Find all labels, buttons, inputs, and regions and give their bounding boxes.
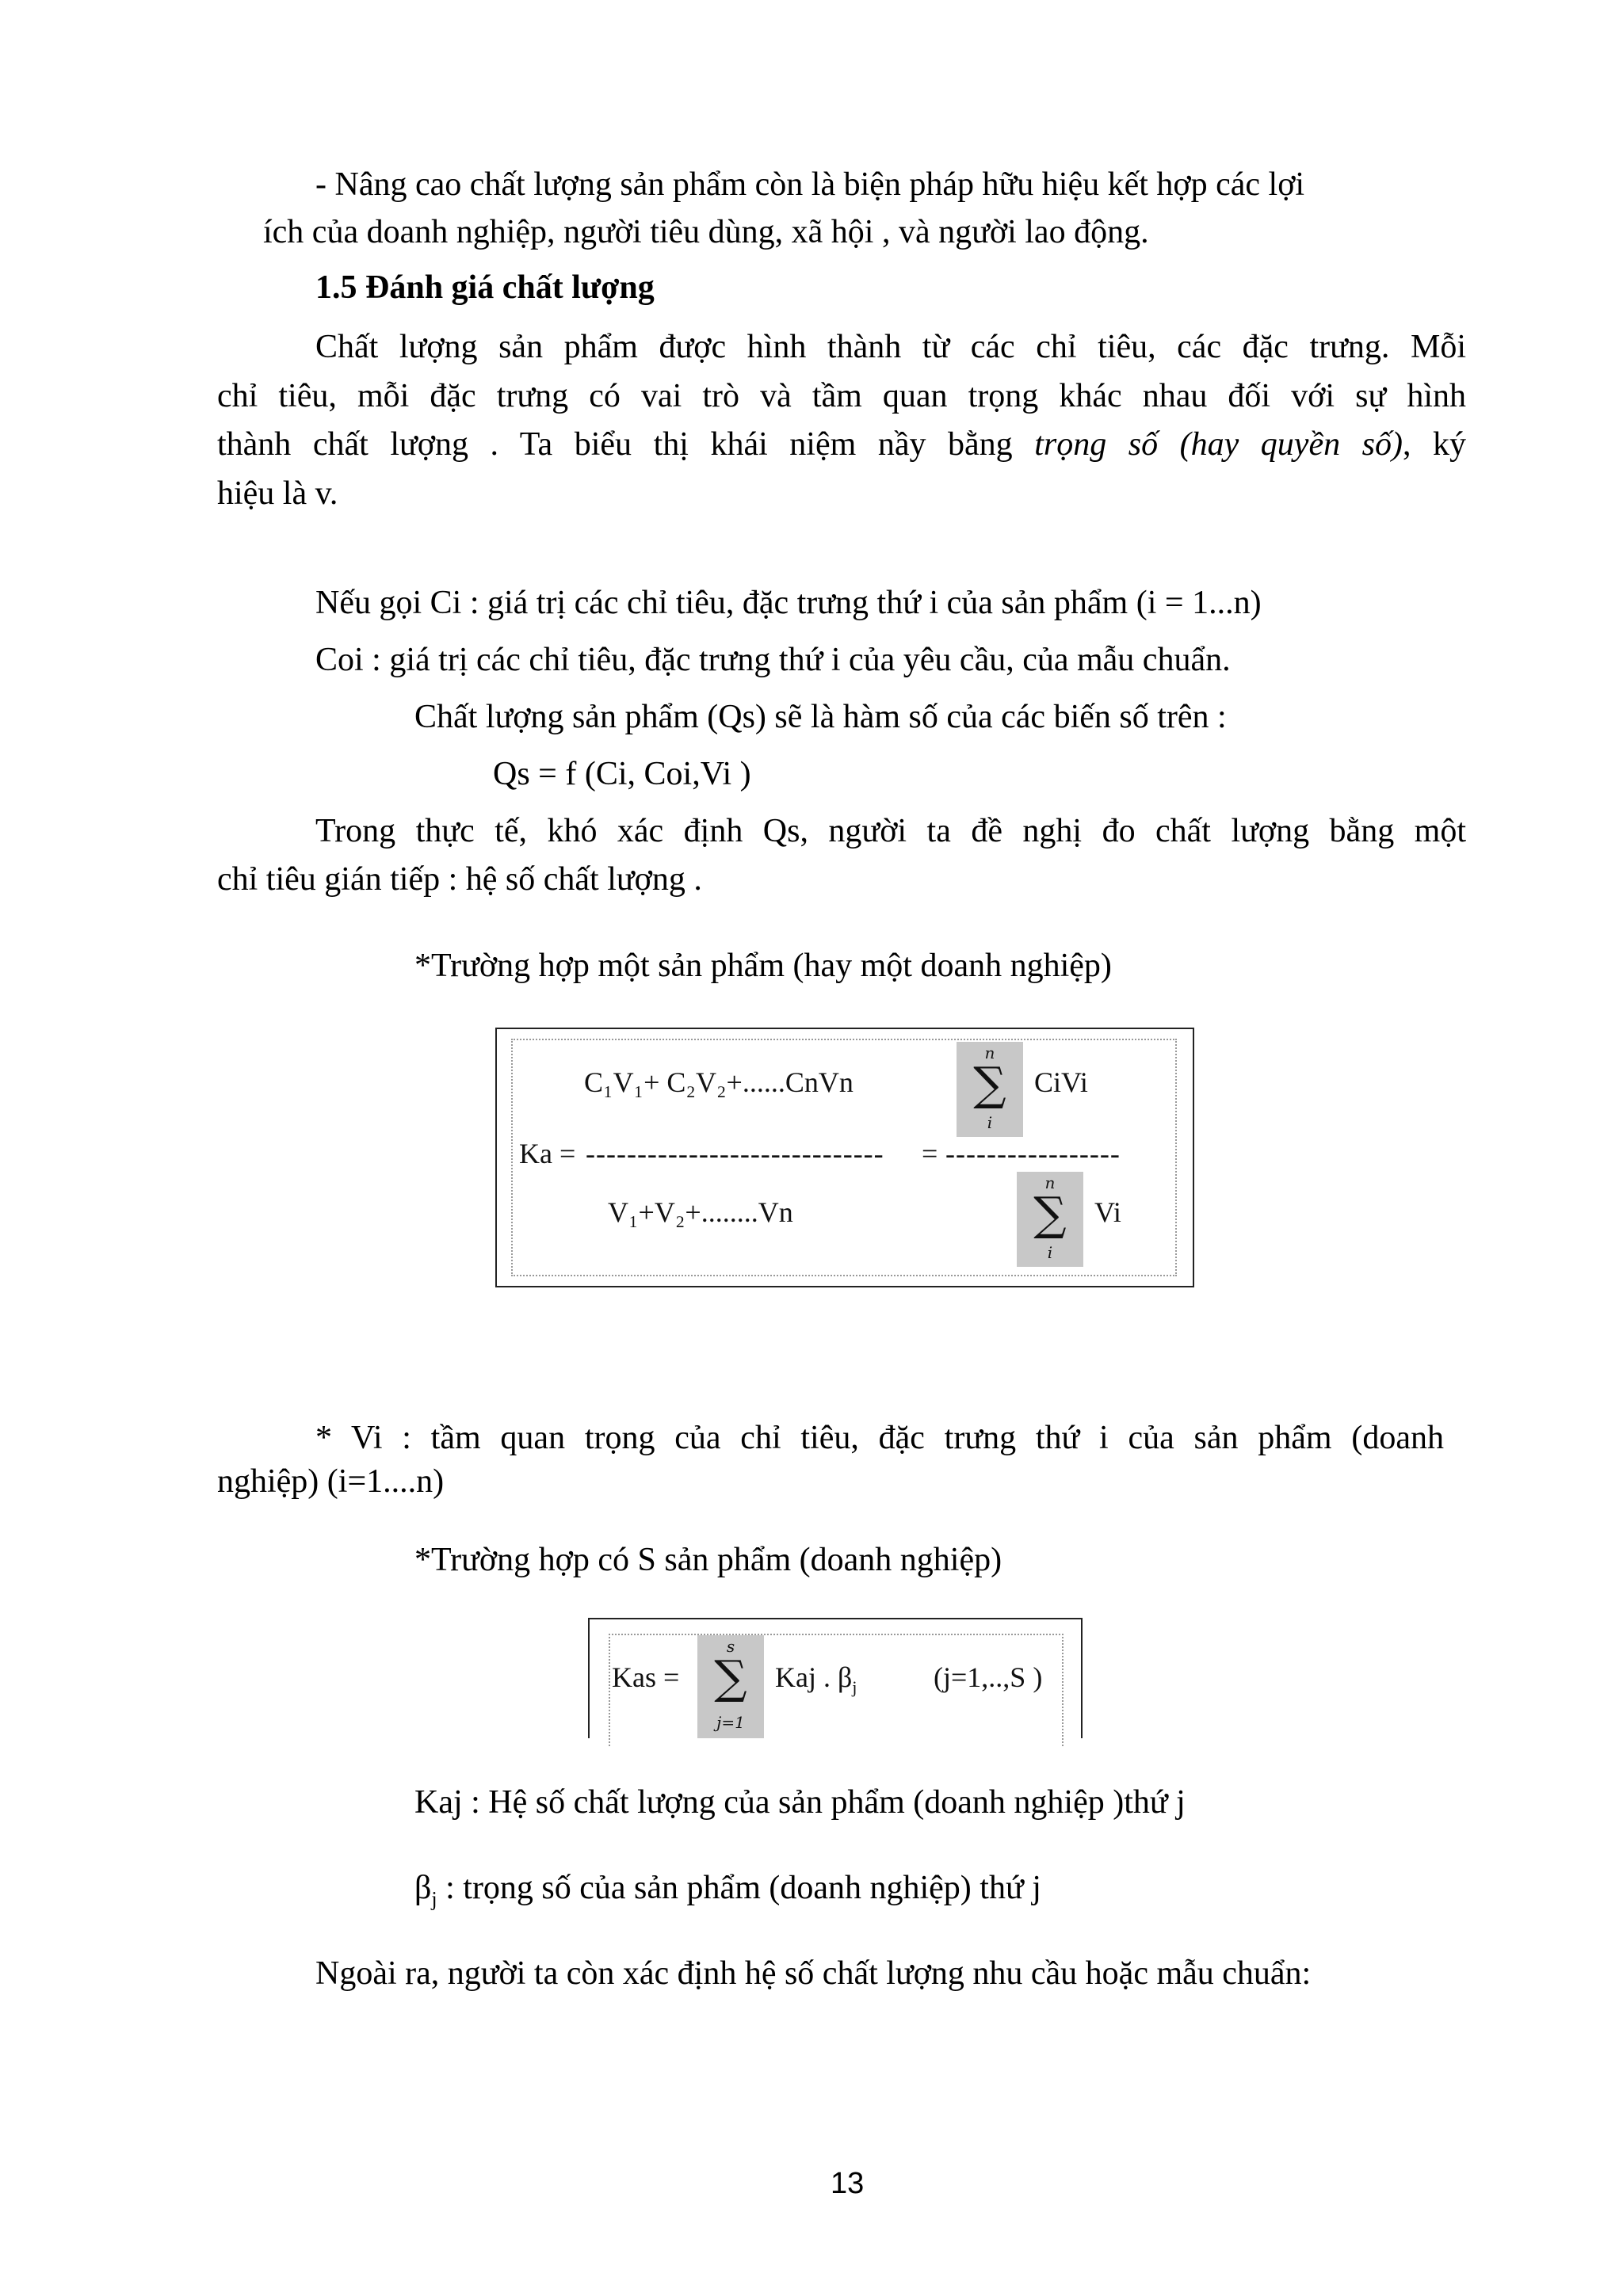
paragraph-line: ích của doanh nghiệp, người tiêu dùng, xã hội , và người lao động. bbox=[263, 214, 1149, 250]
formula-lhs: Ka = bbox=[519, 1138, 576, 1169]
sigma-upper-limit: s bbox=[726, 1637, 735, 1656]
fraction-bar-right: ----------------- bbox=[945, 1138, 1121, 1169]
paragraph-line: - Nâng cao chất lượng sản phẩm còn là biện pháp hữu hiệu kết hợp các lợi bbox=[315, 166, 1305, 203]
sigma-glyph: ∑ bbox=[714, 1650, 747, 1704]
formula-qs: Qs = f (Ci, Coi,Vi ) bbox=[493, 756, 751, 792]
paragraph-line: * Vi : tầm quan trọng của chỉ tiêu, đặc trưng thứ i của sản phẩm (doanh bbox=[315, 1420, 1444, 1456]
case-heading: *Trường hợp một sản phẩm (hay một doanh nghiệp) bbox=[414, 948, 1112, 984]
section-heading: 1.5 Đánh giá chất lượng bbox=[315, 269, 655, 306]
paragraph-line: Chất lượng sản phẩm được hình thành từ các chỉ tiêu, các đặc trưng. Mỗi bbox=[315, 329, 1466, 365]
case-heading: *Trường hợp có S sản phẩm (doanh nghiệp) bbox=[414, 1542, 1002, 1578]
paragraph-line: hiệu là v. bbox=[217, 475, 338, 512]
paragraph-line: Ngoài ra, người ta còn xác định hệ số chất lượng nhu cầu hoặc mẫu chuẩn: bbox=[315, 1955, 1312, 1992]
formula-box-ka bbox=[495, 1028, 1194, 1287]
beta-symbol: β bbox=[414, 1870, 432, 1906]
beta-definition-text: : trọng số của sản phẩm (doanh nghiệp) thứ j bbox=[437, 1870, 1041, 1906]
index-range: (j=1,..,S ) bbox=[934, 1661, 1043, 1693]
equals-sign: = bbox=[922, 1138, 938, 1169]
sum-term-text: Kaj . β bbox=[775, 1661, 853, 1693]
paragraph-line: Nếu gọi Ci : giá trị các chỉ tiêu, đặc trưng thứ i của sản phẩm (i = 1...n) bbox=[315, 585, 1262, 621]
italic-term: trọng số (hay quyền số) bbox=[1034, 426, 1403, 463]
paragraph-line: Trong thực tế, khó xác định Qs, người ta đề nghị đo chất lượng bằng một bbox=[315, 813, 1466, 849]
sigma-lower-limit: i bbox=[1047, 1243, 1053, 1262]
sum-term-subscript: j bbox=[852, 1677, 857, 1698]
formula-box-kas bbox=[588, 1618, 1083, 1738]
sigma-glyph: ∑ bbox=[1033, 1187, 1067, 1241]
page-number: 13 bbox=[831, 2167, 865, 2200]
denominator-sum-term: Vi bbox=[1094, 1196, 1121, 1228]
text-run: thành chất lượng . Ta biểu thị khái niệm nầy bằng bbox=[217, 426, 1035, 463]
sigma-symbol bbox=[1017, 1172, 1083, 1267]
sigma-symbol bbox=[957, 1042, 1023, 1137]
numerator-expanded: C₁V₁+ C₂V₂+......CnVn bbox=[584, 1066, 854, 1098]
paragraph-line-with-italic bbox=[217, 425, 1466, 464]
denominator-expanded: V₁+V₂+........Vn bbox=[608, 1196, 793, 1228]
sigma-upper-limit: n bbox=[1044, 1173, 1056, 1192]
paragraph-line: Chất lượng sản phẩm (Qs) sẽ là hàm số của các biến số trên : bbox=[414, 699, 1227, 735]
beta-subscript: j bbox=[431, 1887, 437, 1911]
paragraph-line: chỉ tiêu gián tiếp : hệ số chất lượng . bbox=[217, 861, 702, 898]
sigma-upper-limit: n bbox=[984, 1043, 995, 1062]
paragraph-line: nghiệp) (i=1....n) bbox=[217, 1463, 445, 1500]
formula-lhs: Kas = bbox=[612, 1661, 680, 1693]
sigma-lower-limit: i bbox=[987, 1113, 993, 1132]
numerator-sum-term: CiVi bbox=[1034, 1066, 1088, 1098]
sigma-glyph: ∑ bbox=[973, 1057, 1006, 1111]
sum-term bbox=[775, 1661, 857, 1698]
paragraph-line: chỉ tiêu, mỗi đặc trưng có vai trò và tầm quan trọng khác nhau đối với sự hình bbox=[217, 378, 1466, 414]
sigma-lower-limit: j=1 bbox=[716, 1713, 745, 1732]
definition-beta bbox=[414, 1868, 1041, 1919]
definition-kaj: Kaj : Hệ số chất lượng của sản phẩm (doanh nghiệp )thứ j bbox=[414, 1784, 1186, 1821]
paragraph-line: Coi : giá trị các chỉ tiêu, đặc trưng thứ i của yêu cầu, của mẫu chuẩn. bbox=[315, 642, 1231, 678]
text-run: , ký bbox=[1402, 426, 1466, 463]
fraction-bar-left: ----------------------------- bbox=[586, 1138, 884, 1169]
sigma-symbol bbox=[697, 1635, 764, 1738]
